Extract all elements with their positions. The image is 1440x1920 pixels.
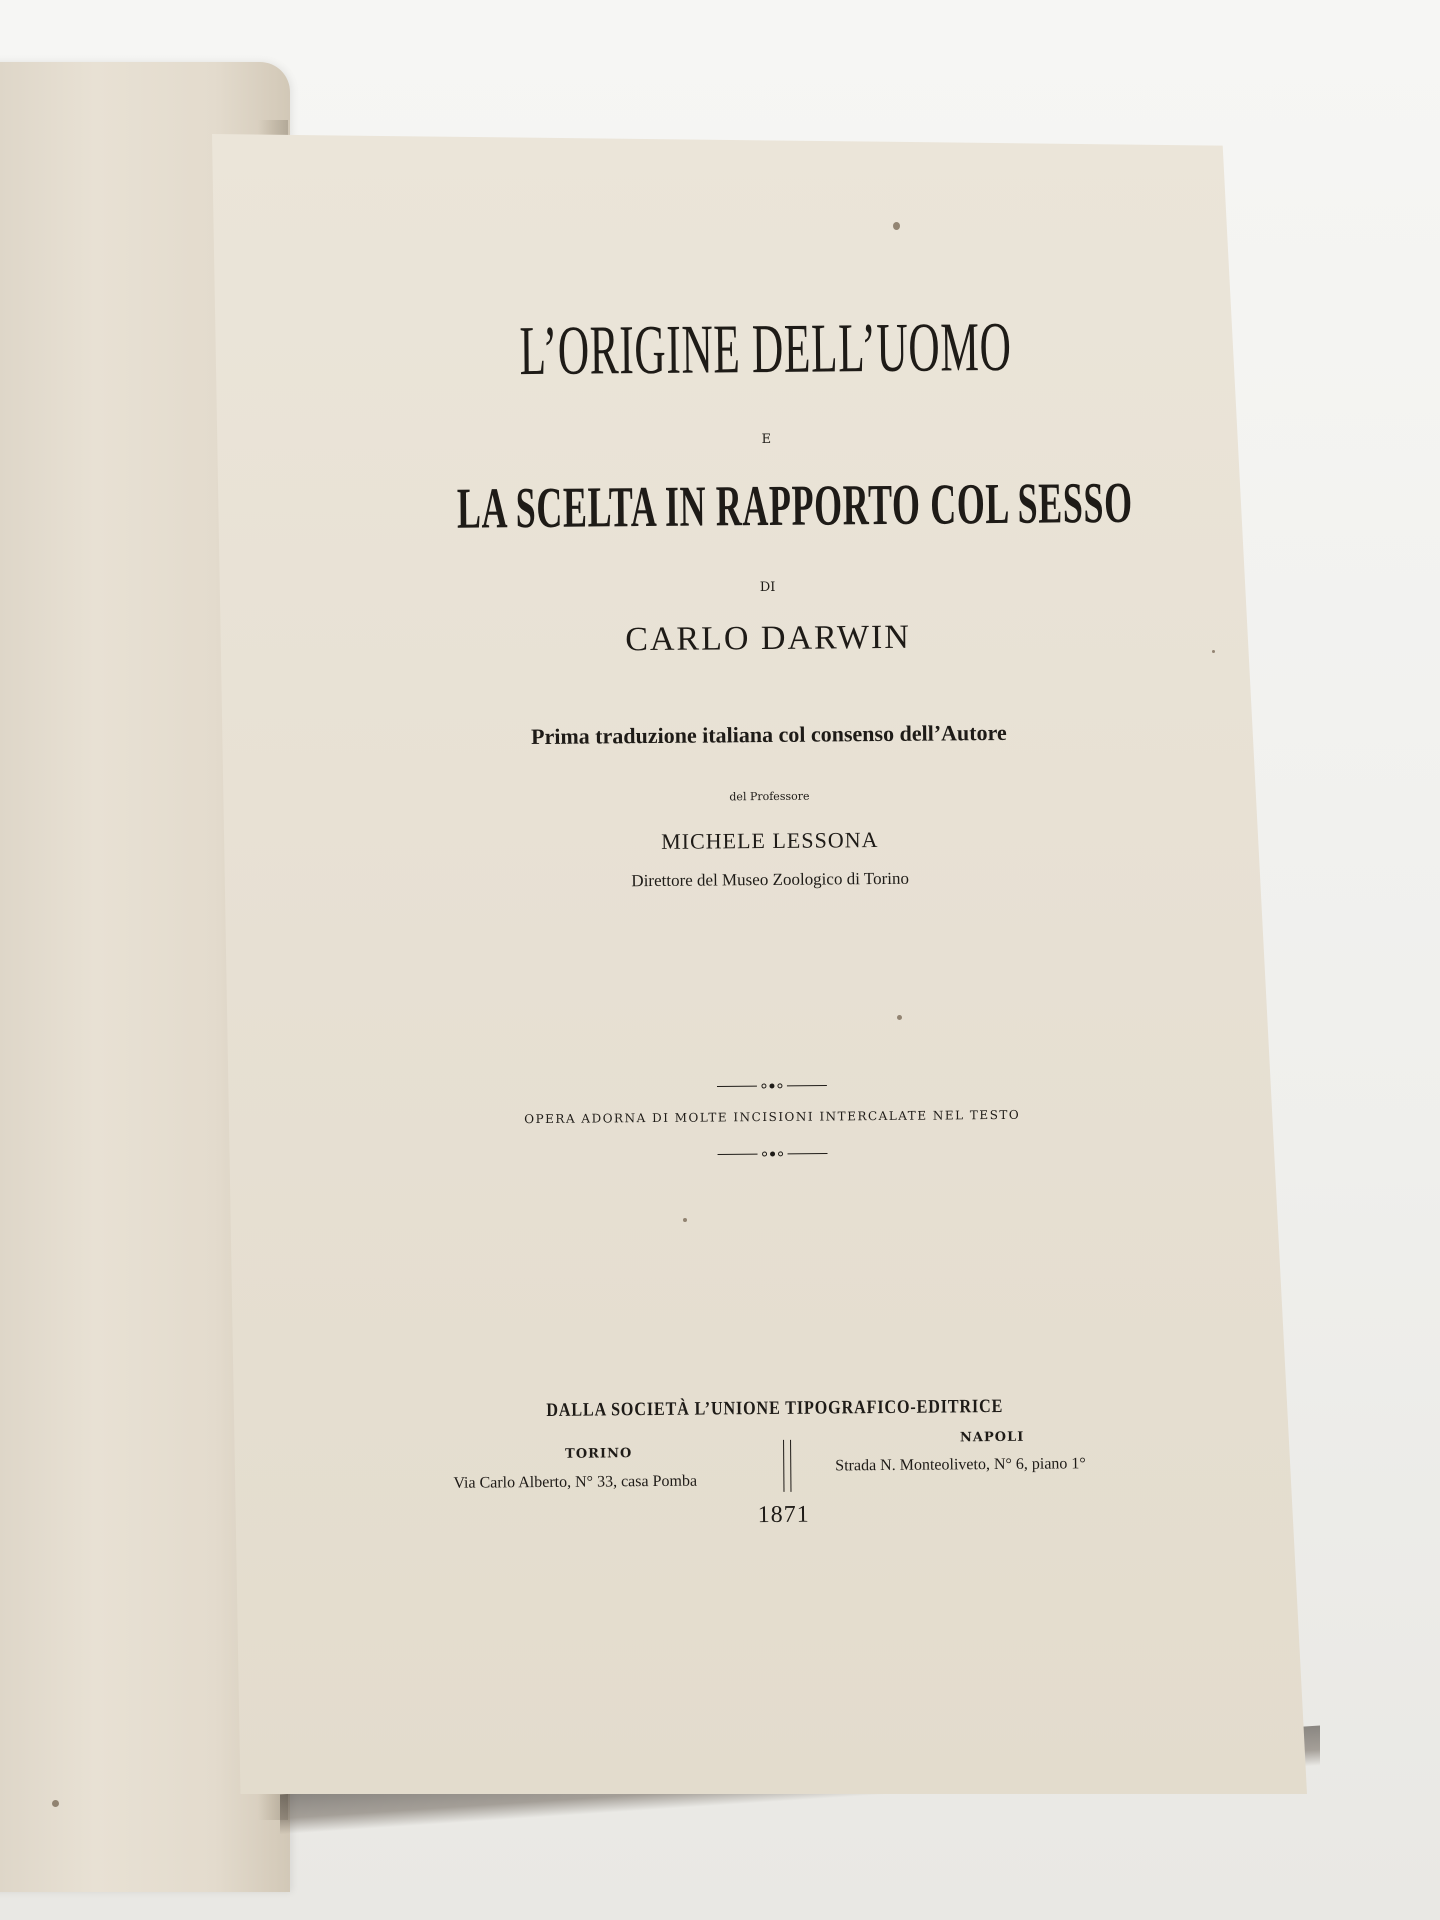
city-torino: TORINO	[565, 1446, 633, 1462]
translator-prefix: del Professore	[729, 789, 810, 804]
paper-speck	[52, 1800, 59, 1807]
ornament-rule-top	[717, 1079, 827, 1092]
publication-year: 1871	[757, 1501, 810, 1529]
illustrations-note: OPERA ADORNA DI MOLTE INCISIONI INTERCALATE NEL TESTO	[524, 1107, 1021, 1127]
by-label: DI	[759, 579, 776, 596]
imprint-divider	[783, 1440, 791, 1492]
publisher: DALLA SOCIETÀ L’UNIONE TIPOGRAFICO-EDITRICE	[546, 1395, 1004, 1421]
author-name: CARLO DARWIN	[625, 618, 911, 659]
title-page-text	[265, 286, 1276, 1595]
ornament-rule-bottom	[717, 1147, 827, 1160]
book-subtitle: LA SCELTA IN RAPPORTO COL SESSO	[456, 469, 1133, 541]
translator-name: MICHELE LESSONA	[661, 827, 879, 854]
translation-note: Prima traduzione italiana col consenso dell’Autore	[530, 719, 1007, 750]
translator-role: Direttore del Museo Zoologico di Torino	[631, 868, 909, 891]
address-torino: Via Carlo Alberto, N° 33, casa Pomba	[453, 1472, 698, 1492]
address-napoli: Strada N. Monteoliveto, N° 6, piano 1°	[835, 1455, 1086, 1475]
book-title: L’ORIGINE DELL’UOMO	[519, 308, 1012, 391]
title-conjunction: E	[761, 431, 772, 448]
paper-speck	[893, 222, 900, 230]
city-napoli: NAPOLI	[959, 1429, 1025, 1446]
